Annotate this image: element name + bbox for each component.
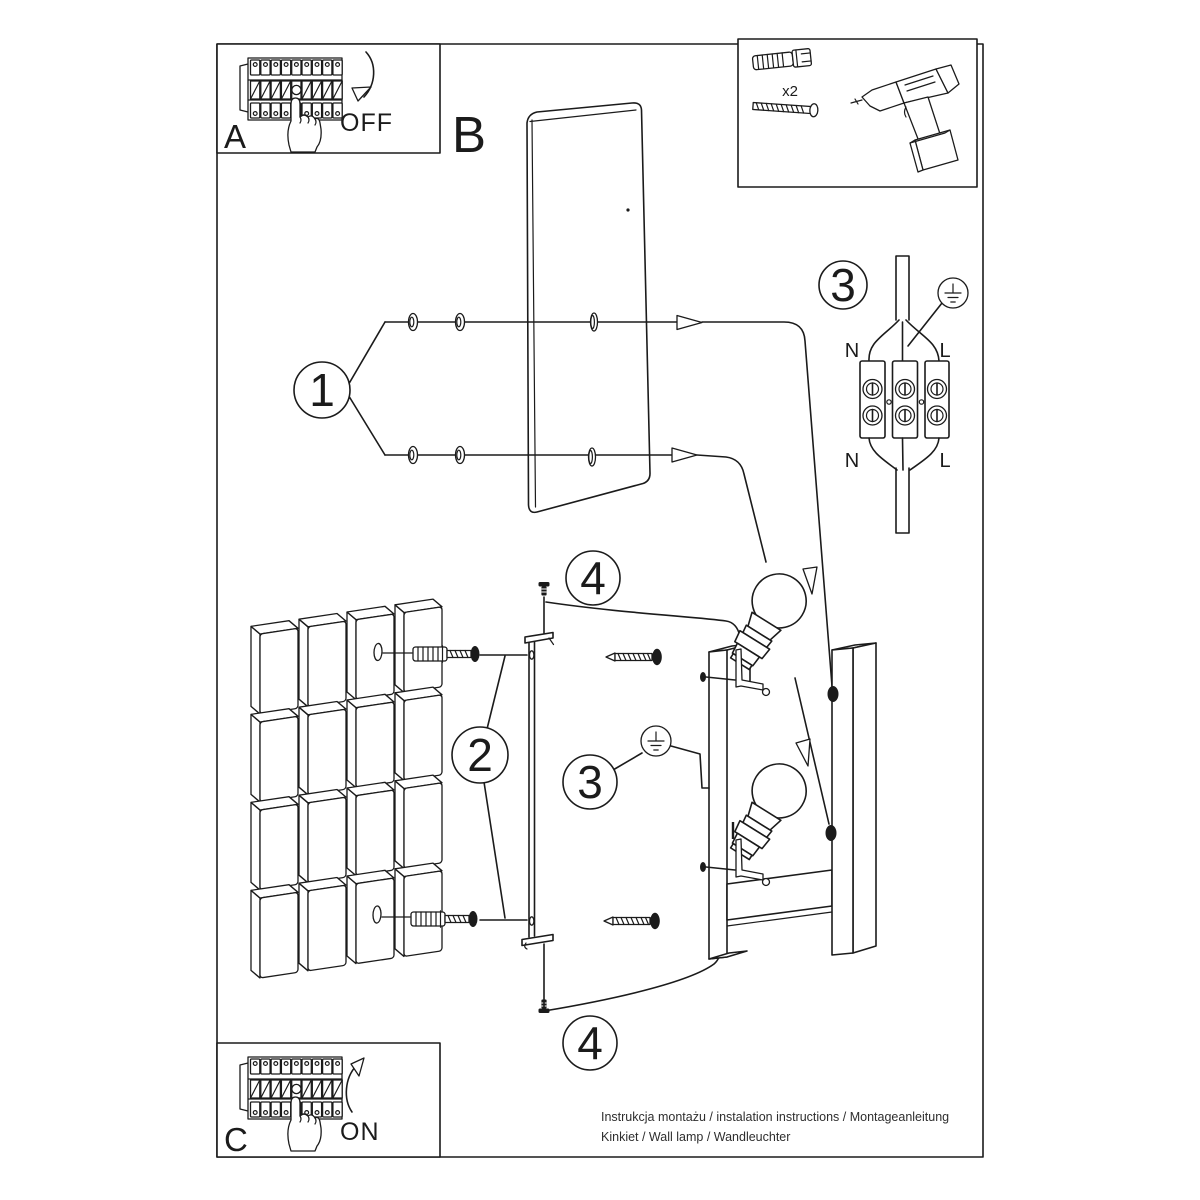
footer-text [601, 1110, 949, 1144]
step-1-circle [294, 362, 350, 418]
washer-icon [409, 447, 418, 464]
arrow-right-icon [672, 448, 697, 462]
wall-plug-icon [413, 646, 480, 662]
wall-plug-icon [411, 911, 478, 927]
wall-hole [374, 643, 382, 661]
ground-icon [641, 726, 671, 756]
step-2-circle [452, 727, 508, 783]
washer-icon [409, 314, 418, 331]
footer-line-2: Kinkiet / Wall lamp / Wandleuchter [601, 1130, 791, 1144]
step-2-number: 2 [467, 729, 493, 781]
wall-hole [373, 905, 381, 923]
step-a-state: OFF [340, 109, 393, 137]
footer-line-1: Instrukcja montażu / instalation instructions / Montageanleitung [601, 1110, 950, 1124]
panel-mark-dot [626, 208, 629, 211]
step-c-label: C [224, 1121, 248, 1158]
step-4-top [539, 551, 742, 645]
cable-top [896, 256, 909, 320]
ground-icon [938, 278, 968, 308]
tools-box [738, 39, 977, 187]
step-1-number: 1 [309, 364, 335, 416]
step-4-bottom [539, 944, 721, 1070]
panel-slot-icon [591, 313, 598, 331]
mounting-screw-icon [604, 913, 660, 929]
step-3-ground-callout [563, 726, 709, 809]
step-a-box [217, 44, 440, 155]
mounting-screw-icon [606, 649, 662, 665]
wiring-label-l-top: L [939, 340, 951, 362]
lamp-hole [828, 686, 839, 702]
arrow-down-icon [796, 739, 810, 766]
wiring-label-n-top: N [844, 340, 860, 362]
step-a-label: A [224, 118, 247, 155]
step-b-label: B [452, 106, 487, 163]
step-3-number: 3 [830, 259, 856, 311]
step-4-number: 4 [580, 552, 606, 604]
arrow-right-icon [677, 316, 702, 330]
dowel-qty-label: x2 [782, 83, 798, 100]
mounting-bracket [522, 633, 554, 950]
step-c-state: ON [340, 1118, 380, 1146]
panel-slot-icon [589, 448, 596, 466]
washer-icon [456, 314, 465, 331]
arrow-down-icon [803, 567, 817, 594]
step-3-number: 3 [577, 756, 603, 808]
bracket-hole [530, 917, 534, 925]
wiring-diagram [819, 256, 968, 533]
wiring-label-l-bottom: L [939, 450, 951, 472]
cable-bottom [896, 468, 909, 533]
bracket-hole [530, 651, 534, 659]
step-c-box [217, 1043, 440, 1158]
wiring-label-n-bottom: N [844, 450, 860, 472]
small-screw-icon [539, 582, 550, 596]
lamp-hole [826, 825, 837, 841]
washer-icon [456, 447, 465, 464]
step-4-number: 4 [577, 1017, 603, 1069]
front-panel [527, 103, 650, 512]
